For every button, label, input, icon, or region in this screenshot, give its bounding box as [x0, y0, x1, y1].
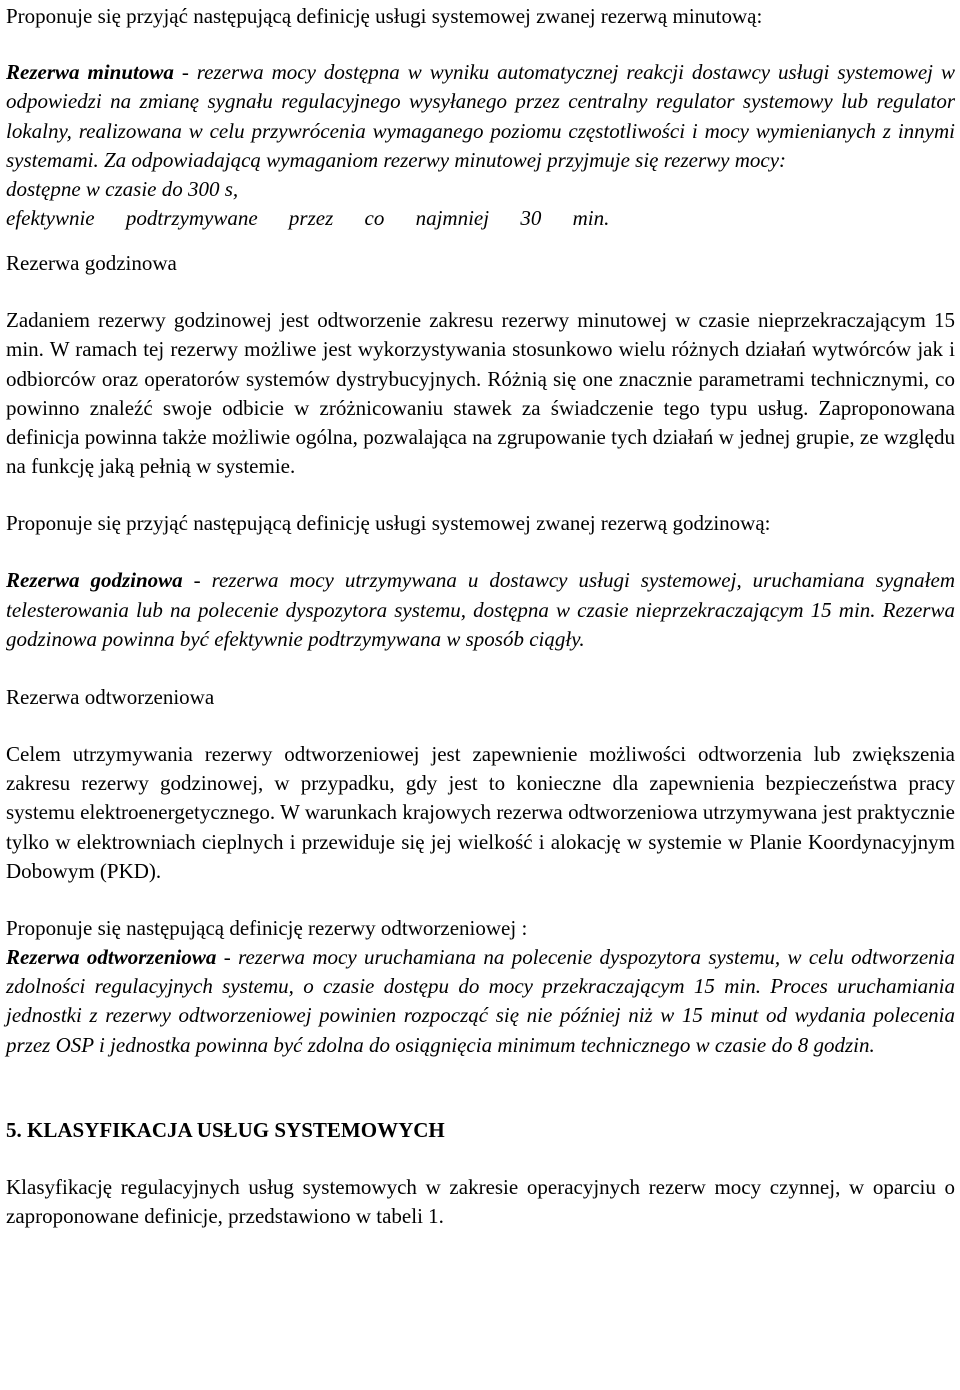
paragraph-intro-minute: Proponuje się przyjąć następującą definicję usługi systemowej zwanej rezerwą minutową: [6, 4, 763, 28]
paragraph-intro-restoration: Proponuje się następującą definicję rezerwy odtworzeniowej : [6, 916, 528, 941]
paragraph-restoration-reserve: Celem utrzymywania rezerwy odtworzeniowej jest zapewnienie możliwości odtworzenia lub zwiększenia zakresu rezerwy godzinowej, w przypadku, gdy jest to konieczne dla zapewnienia bezpieczeństwa pracy systemu elektroenergetycznego. W warunkach krajowych rezerwa odtworzeniowa utrzymywana jest praktycznie tylko w elektrowniach cieplnych i przewiduje się jej wielkość i alokację w systemie w Planie Koordynacyjnym Dobowym (PKD). [6, 742, 955, 883]
definition-minute-reserve [6, 58, 955, 175]
term-hour-reserve: Rezerwa godzinowa [6, 568, 183, 593]
definition-minute-text: - rezerwa mocy dostępna w wyniku automatycznej reakcji dostawcy usługi systemowej w odpowiedzi na zmianę sygnału regulacyjnego wysyłanego przez centralny regulator systemowy lub regulator lokalny, realizowana w celu przywrócenia wymaganego poziomu częstotliwości i mocy wymienianych z innymi systemami. Za odpowiadającą wymaganiom rezerwy minutowej przyjmuje się rezerwy mocy: [6, 60, 955, 172]
definition-hour-text: - rezerwa mocy utrzymywana u dostawcy usługi systemowej, uruchamiana sygnałem telesterowania lub na polecenie dyspozytora systemu, dostępna w czasie nieprzekraczającym 15 min. Rezerwa godzinowa powinna być efektywnie podtrzymywana w sposób ciągły. [6, 568, 955, 651]
document-page [0, 2, 960, 1231]
paragraph-classification: Klasyfikację regulacyjnych usług systemowych w zakresie operacyjnych rezerw mocy czynnej, w oparciu o zaproponowane definicje, przedstawiono w tabeli 1. [6, 1174, 955, 1229]
section-heading-classification: 5. KLASYFIKACJA USŁUG SYSTEMOWYCH [6, 1117, 445, 1142]
list-item-30min: efektywnie podtrzymywane przez co najmniej 30 min. [6, 206, 610, 231]
list-item-300s: dostępne w czasie do 300 s, [6, 177, 239, 202]
term-restoration-reserve: Rezerwa odtworzeniowa [6, 945, 217, 970]
heading-restoration-reserve: Rezerwa odtworzeniowa [6, 685, 215, 710]
definition-restoration-reserve [6, 943, 955, 1060]
paragraph-hour-reserve: Zadaniem rezerwy godzinowej jest odtworzenie zakresu rezerwy minutowej w czasie nieprzekraczającym 15 min. W ramach tej rezerwy możliwe jest wykorzystywania stosunkowo wielu różnych działań wytwórców jak i odbiorców oraz operatorów systemów dystrybucyjnych. Różnią się one znacznie parametrami technicznymi, co powinno znaleźć swoje odbicie w zróżnicowaniu stawek za świadczenie tego typu usług. Zaproponowana definicja powinna także możliwie ogólna, pozwalająca na zgrupowanie tych działań w jednej grupie, ze względu na funkcję jaką pełnią w systemie. [6, 308, 955, 479]
term-minute-reserve: Rezerwa minutowa [6, 60, 174, 84]
heading-hour-reserve: Rezerwa godzinowa [6, 251, 177, 276]
definition-hour-reserve [6, 566, 955, 654]
definition-restoration-text: - rezerwa mocy uruchamiana na polecenie dyspozytora systemu, w celu odtworzenia zdolności regulacyjnych systemu, o czasie dostępu do mocy przekraczającym 15 min. Proces uruchamiania jednostki z rezerwy odtworzeniowej powinien rozpocząć się nie później niż w 15 minut od wydania polecenia przez OSP i jednostka powinna być zdolna do osiągnięcia minimum technicznego w czasie do 8 godzin. [6, 945, 956, 1057]
paragraph-intro-hour: Proponuje się przyjąć następującą definicję usługi systemowej zwanej rezerwą godzinową: [6, 511, 771, 536]
